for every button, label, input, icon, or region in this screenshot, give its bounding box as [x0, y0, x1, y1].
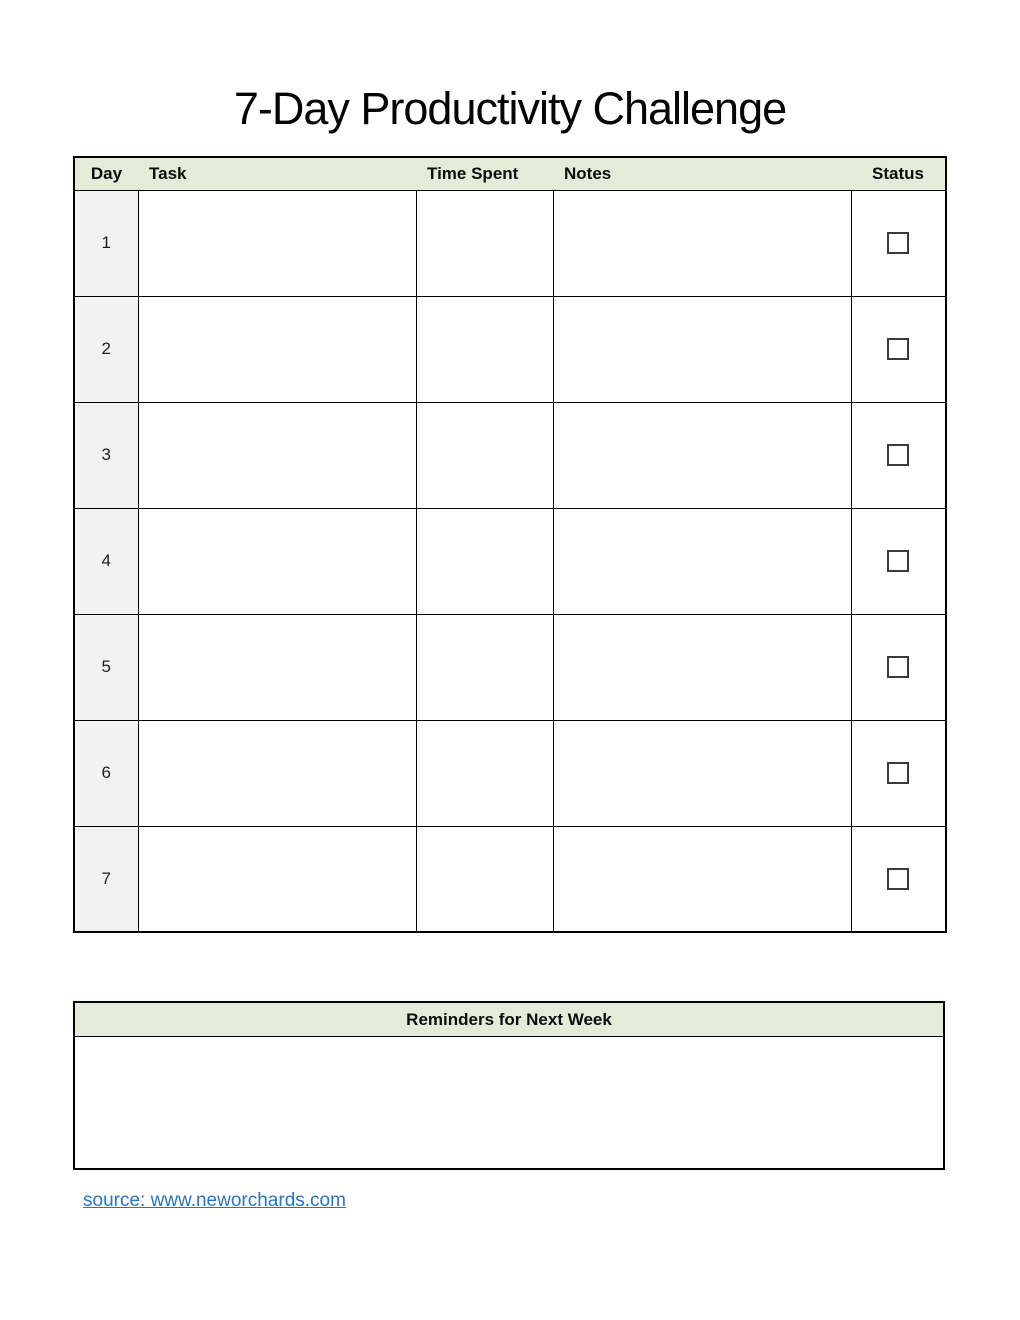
notes-cell[interactable]: [553, 190, 851, 296]
page-title: 7-Day Productivity Challenge: [233, 83, 787, 134]
day-cell: 2: [74, 296, 138, 402]
table-header-row: [74, 157, 946, 190]
time-spent-cell[interactable]: [416, 402, 553, 508]
reminders-input-area[interactable]: [75, 1037, 943, 1168]
status-cell: [851, 720, 946, 826]
time-spent-cell[interactable]: [416, 296, 553, 402]
notes-cell[interactable]: [553, 720, 851, 826]
status-checkbox[interactable]: [887, 550, 909, 572]
header-day: Day: [74, 157, 138, 190]
table-row-day-1: [74, 190, 946, 296]
task-cell[interactable]: [138, 720, 416, 826]
task-cell[interactable]: [138, 614, 416, 720]
productivity-table: [73, 156, 947, 933]
table-row-day-2: [74, 296, 946, 402]
task-cell[interactable]: [138, 826, 416, 932]
table-row-day-6: [74, 720, 946, 826]
notes-cell[interactable]: [553, 296, 851, 402]
status-checkbox[interactable]: [887, 232, 909, 254]
day-cell: 6: [74, 720, 138, 826]
task-cell[interactable]: [138, 402, 416, 508]
day-cell: 3: [74, 402, 138, 508]
header-notes: Notes: [553, 157, 851, 190]
status-cell: [851, 296, 946, 402]
header-status: Status: [851, 157, 946, 190]
day-cell: 7: [74, 826, 138, 932]
notes-cell[interactable]: [553, 508, 851, 614]
table-row-day-4: [74, 508, 946, 614]
table-row-day-3: [74, 402, 946, 508]
status-checkbox[interactable]: [887, 656, 909, 678]
notes-cell[interactable]: [553, 826, 851, 932]
reminders-section: [73, 1001, 945, 1170]
status-cell: [851, 402, 946, 508]
task-cell[interactable]: [138, 296, 416, 402]
status-cell: [851, 508, 946, 614]
status-cell: [851, 826, 946, 932]
time-spent-cell[interactable]: [416, 190, 553, 296]
status-checkbox[interactable]: [887, 444, 909, 466]
task-cell[interactable]: [138, 190, 416, 296]
table-row-day-5: [74, 614, 946, 720]
time-spent-cell[interactable]: [416, 508, 553, 614]
header-task: Task: [138, 157, 416, 190]
reminders-title: Reminders for Next Week: [75, 1003, 943, 1037]
time-spent-cell[interactable]: [416, 614, 553, 720]
task-cell[interactable]: [138, 508, 416, 614]
header-time-spent: Time Spent: [416, 157, 553, 190]
table-row-day-7: [74, 826, 946, 932]
source-link[interactable]: source: www.neworchards.com: [83, 1190, 346, 1211]
status-checkbox[interactable]: [887, 762, 909, 784]
status-cell: [851, 614, 946, 720]
time-spent-cell[interactable]: [416, 826, 553, 932]
day-cell: 1: [74, 190, 138, 296]
status-checkbox[interactable]: [887, 338, 909, 360]
status-cell: [851, 190, 946, 296]
status-checkbox[interactable]: [887, 868, 909, 890]
notes-cell[interactable]: [553, 402, 851, 508]
notes-cell[interactable]: [553, 614, 851, 720]
time-spent-cell[interactable]: [416, 720, 553, 826]
day-cell: 4: [74, 508, 138, 614]
day-cell: 5: [74, 614, 138, 720]
